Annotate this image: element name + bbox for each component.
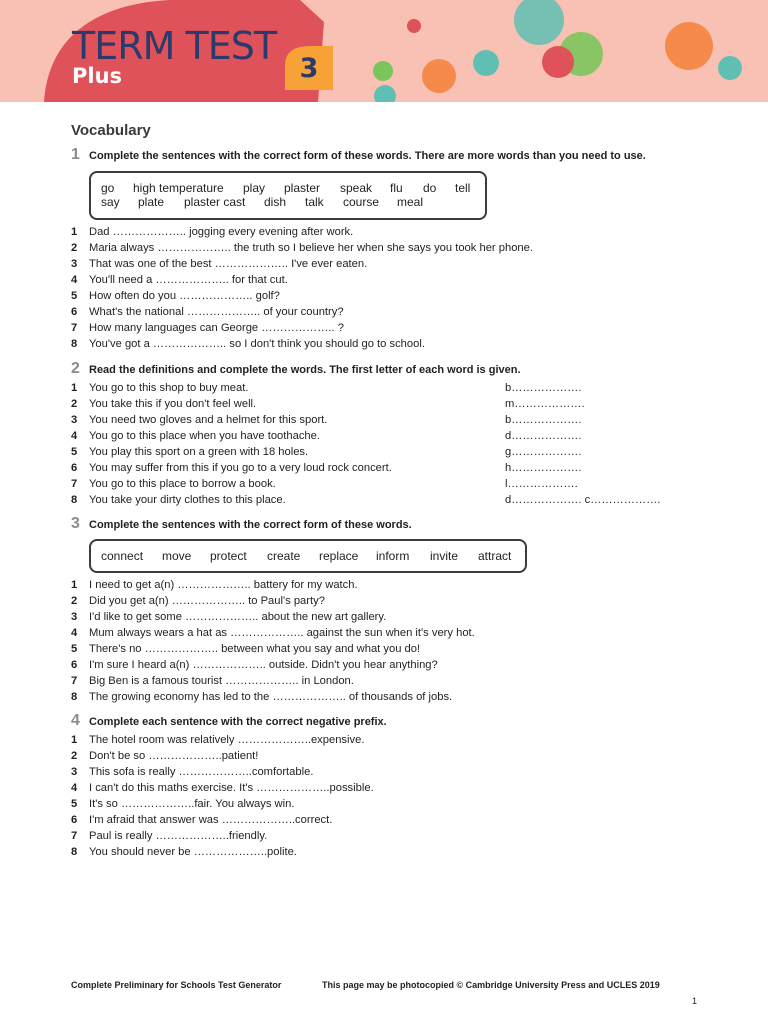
item-number: 3 (71, 766, 78, 778)
item-text: You take this if you don't feel well. (89, 398, 257, 410)
answer-blank: d………………. (505, 430, 582, 442)
word-box-item: attract (478, 549, 512, 563)
item-number: 4 (71, 627, 78, 639)
decor-dot (718, 56, 742, 80)
item-number: 1 (71, 382, 78, 394)
item-text: Don't be so ………………..patient! (89, 750, 259, 762)
item-number: 3 (71, 611, 78, 623)
item-number: 7 (71, 478, 78, 490)
item-number: 2 (71, 242, 78, 254)
item-text: This sofa is really ………………..comfortable. (89, 766, 314, 778)
item-text: You'll need a ……………….. for that cut. (89, 274, 288, 286)
item-number: 5 (71, 798, 78, 810)
item-number: 7 (71, 830, 78, 842)
item-text: You take your dirty clothes to this place. (89, 494, 286, 506)
item-number: 2 (71, 595, 78, 607)
decor-dot (665, 22, 713, 70)
word-box-item: flu (390, 181, 403, 195)
answer-blank: g………………. (505, 446, 582, 458)
item-text: Big Ben is a famous tourist ……………….. in London. (89, 675, 354, 687)
item-text: I'd like to get some ……………….. about the new art gallery. (89, 611, 387, 623)
decor-dot (374, 85, 396, 102)
item-text: Maria always ……………….. the truth so I believe her when she says you took her phone. (89, 242, 533, 254)
answer-blank: b………………. (505, 414, 582, 426)
item-number: 5 (71, 446, 78, 458)
word-box-item: do (423, 181, 437, 195)
item-number: 8 (71, 846, 78, 858)
exercise-3-heading (71, 515, 412, 533)
word-box-item: invite (430, 549, 459, 563)
decor-dot (407, 19, 421, 33)
footer-copyright: This page may be photocopied © Cambridge University Press and UCLES 2019 (322, 980, 660, 990)
item-number: 3 (71, 414, 78, 426)
word-box-item: replace (319, 549, 359, 563)
word-box-3 (89, 539, 527, 573)
word-box-item: inform (376, 549, 410, 563)
item-number: 2 (71, 750, 78, 762)
item-text: The growing economy has led to the ……………….. of thousands of jobs. (89, 691, 453, 703)
item-text: That was one of the best ……………….. I've ever eaten. (89, 258, 368, 270)
item-number: 6 (71, 306, 78, 318)
word-box-item: meal (397, 195, 424, 209)
word-box-item: dish (264, 195, 287, 209)
item-number: 4 (71, 782, 78, 794)
exercise-instruction: Complete the sentences with the correct form of these words. There are more words than you need to use. (89, 150, 646, 162)
exercise-number: 1 (71, 146, 80, 163)
word-box-item: play (243, 181, 266, 195)
item-number: 5 (71, 643, 78, 655)
exercise-4-heading (71, 712, 387, 730)
item-text: Did you get a(n) ……………….. to Paul's party? (89, 595, 325, 607)
section-title: Vocabulary (71, 122, 151, 139)
test-title: TERM TEST (72, 24, 277, 68)
decor-dot (542, 46, 574, 78)
test-subtitle: Plus (72, 64, 123, 88)
answer-blank: m………………. (505, 398, 585, 410)
decor-dot (514, 0, 564, 45)
answer-blank: d………………. c………………. (505, 494, 661, 506)
word-box-item: create (267, 549, 301, 563)
item-number: 7 (71, 675, 78, 687)
word-box-item: move (162, 549, 192, 563)
word-box-item: plaster (284, 181, 321, 195)
item-number: 4 (71, 430, 78, 442)
item-text: The hotel room was relatively ………………..expensive. (89, 734, 365, 746)
exercise-2-heading (71, 360, 521, 378)
item-text: I'm sure I heard a(n) ……………….. outside. Didn't you hear anything? (89, 659, 438, 671)
answer-blank: h………………. (505, 462, 582, 474)
exercise-number: 3 (71, 515, 80, 532)
exercise-1-heading (71, 146, 646, 164)
exercise-instruction: Read the definitions and complete the words. The first letter of each word is given. (89, 364, 521, 376)
answer-blank: b………………. (505, 382, 582, 394)
item-text: How often do you ……………….. golf? (89, 290, 280, 302)
item-text: I need to get a(n) ……………….. battery for my watch. (89, 579, 358, 591)
exercise-instruction: Complete the sentences with the correct form of these words. (89, 519, 412, 531)
word-box-1 (89, 171, 487, 220)
item-text: Dad ……………….. jogging every evening after work. (89, 226, 354, 238)
item-number: 1 (71, 579, 78, 591)
item-number: 8 (71, 494, 78, 506)
item-number: 2 (71, 398, 78, 410)
answer-blank: l………………. (505, 478, 578, 490)
footer-source: Complete Preliminary for Schools Test Generator (71, 980, 282, 990)
item-text: Mum always wears a hat as ……………….. against the sun when it's very hot. (89, 627, 475, 639)
item-number: 1 (71, 734, 78, 746)
header-banner (0, 0, 768, 102)
item-text: You've got a ……………….. so I don't think you should go to school. (89, 338, 425, 350)
word-box-item: speak (340, 181, 373, 195)
item-text: You should never be ………………..polite. (89, 846, 297, 858)
item-number: 6 (71, 814, 78, 826)
item-text: You go to this shop to buy meat. (89, 382, 249, 394)
item-text: You play this sport on a green with 18 holes. (89, 446, 309, 458)
word-box-item: go (101, 181, 115, 195)
word-box-item: plaster cast (184, 195, 246, 209)
word-box-item: plate (138, 195, 165, 209)
item-text: What's the national ……………….. of your country? (89, 306, 344, 318)
item-number: 3 (71, 258, 78, 270)
word-box-item: high temperature (133, 181, 224, 195)
item-number: 7 (71, 322, 78, 334)
item-text: It's so ………………..fair. You always win. (89, 798, 295, 810)
item-text: You go to this place to borrow a book. (89, 478, 276, 490)
word-box-item: talk (305, 195, 324, 209)
word-box-item: say (101, 195, 120, 209)
word-box-item: course (343, 195, 380, 209)
decor-dot (422, 59, 456, 93)
item-number: 8 (71, 338, 78, 350)
item-text: You need two gloves and a helmet for this sport. (89, 414, 328, 426)
word-box-item: tell (455, 181, 471, 195)
item-text: You go to this place when you have toothache. (89, 430, 320, 442)
word-box-item: connect (101, 549, 144, 563)
item-number: 1 (71, 226, 78, 238)
item-number: 4 (71, 274, 78, 286)
item-number: 6 (71, 659, 78, 671)
test-number-badge: 3 (299, 52, 319, 84)
item-number: 5 (71, 290, 78, 302)
decor-dot (373, 61, 393, 81)
item-number: 6 (71, 462, 78, 474)
page-number: 1 (692, 996, 698, 1006)
exercise-number: 2 (71, 360, 80, 377)
item-text: There's no ……………….. between what you say and what you do! (89, 643, 421, 655)
item-text: I'm afraid that answer was ………………..correct. (89, 814, 333, 826)
item-text: How many languages can George ……………….. ? (89, 322, 344, 334)
word-box-item: protect (210, 549, 247, 563)
item-number: 8 (71, 691, 78, 703)
item-text: I can't do this maths exercise. It's ………………..possible. (89, 782, 374, 794)
item-text: You may suffer from this if you go to a very loud rock concert. (89, 462, 392, 474)
exercise-number: 4 (71, 712, 80, 729)
decor-dot (473, 50, 499, 76)
item-text: Paul is really ………………..friendly. (89, 830, 268, 842)
exercise-instruction: Complete each sentence with the correct negative prefix. (89, 716, 387, 728)
